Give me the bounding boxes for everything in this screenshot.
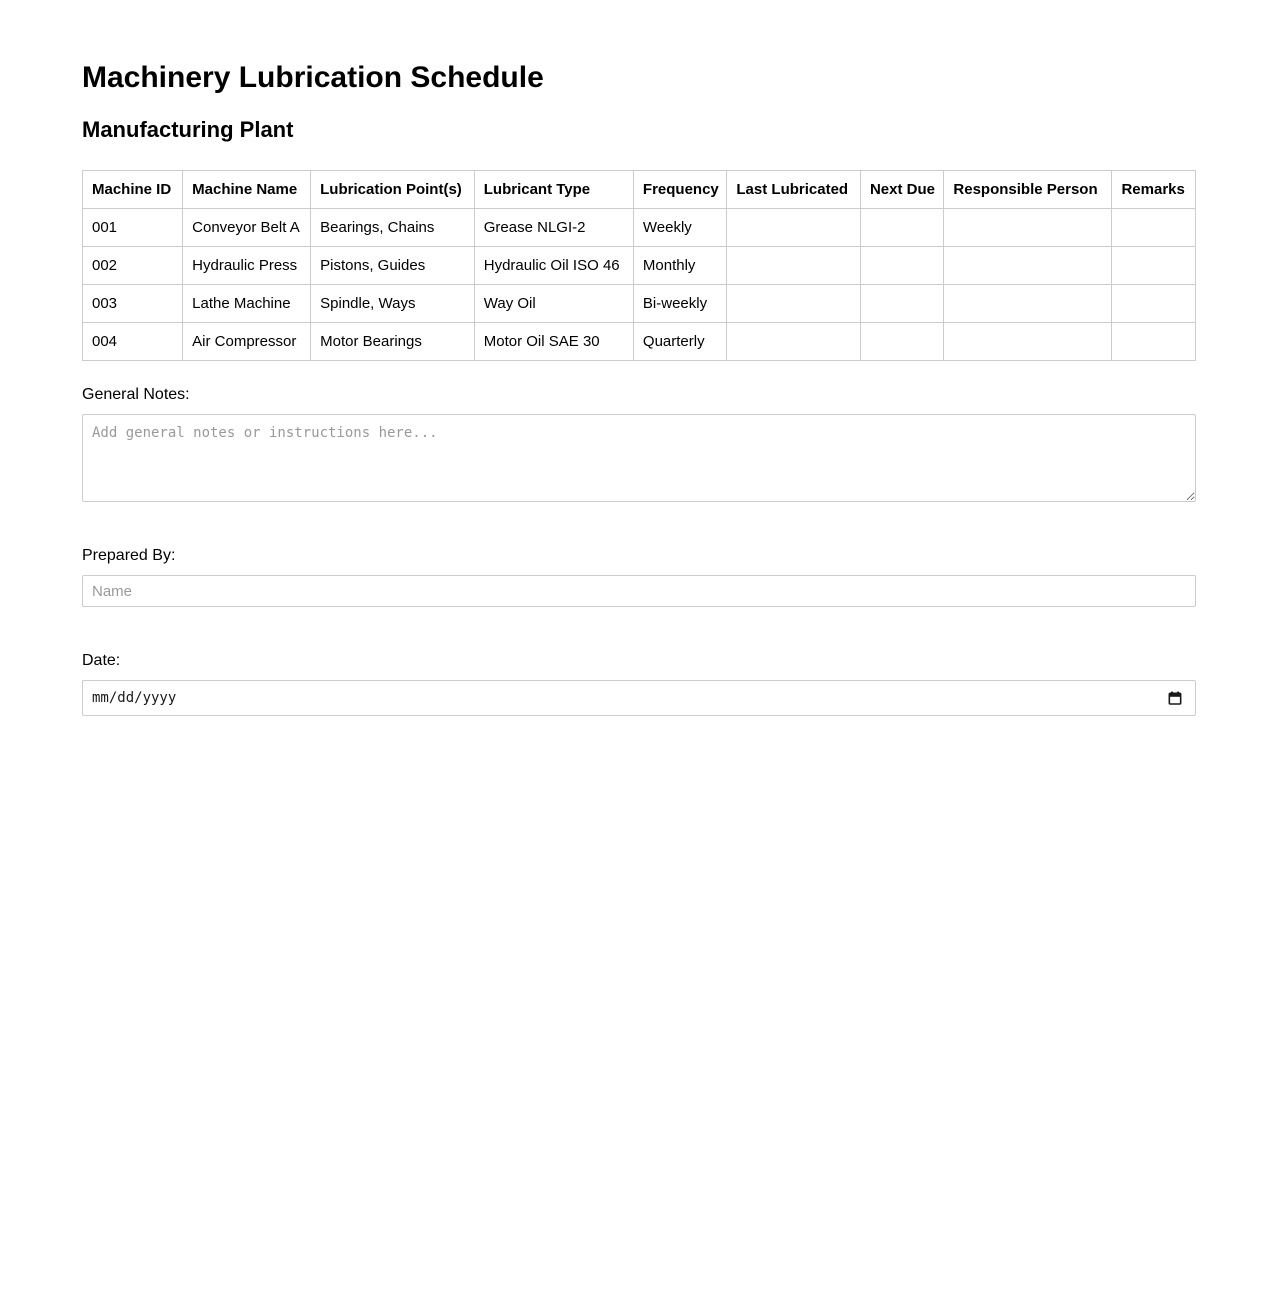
cell-frequency: Quarterly <box>633 323 726 361</box>
cell-last-lubricated <box>727 247 861 285</box>
cell-responsible-person <box>944 209 1112 247</box>
table-row <box>83 247 1196 285</box>
col-header-next-due: Next Due <box>860 171 943 209</box>
table-row <box>83 285 1196 323</box>
cell-machine-id: 004 <box>83 323 183 361</box>
col-header-machine-id: Machine ID <box>83 171 183 209</box>
cell-responsible-person <box>944 247 1112 285</box>
calendar-icon[interactable] <box>1166 690 1183 707</box>
prepared-by-input[interactable] <box>82 575 1196 607</box>
cell-frequency: Monthly <box>633 247 726 285</box>
cell-lubricant-type: Way Oil <box>474 285 633 323</box>
cell-last-lubricated <box>727 285 861 323</box>
cell-remarks <box>1112 247 1196 285</box>
col-header-frequency: Frequency <box>633 171 726 209</box>
date-value: mm/dd/yyyy <box>92 690 177 706</box>
cell-machine-name: Hydraulic Press <box>183 247 311 285</box>
prepared-by-field <box>82 547 1196 607</box>
table-row <box>83 323 1196 361</box>
cell-lubrication-points: Spindle, Ways <box>311 285 475 323</box>
cell-responsible-person <box>944 323 1112 361</box>
col-header-last-lubricated: Last Lubricated <box>727 171 861 209</box>
col-header-machine-name: Machine Name <box>183 171 311 209</box>
table-header-row <box>83 171 1196 209</box>
cell-lubricant-type: Motor Oil SAE 30 <box>474 323 633 361</box>
general-notes-textarea[interactable] <box>82 414 1196 502</box>
cell-next-due <box>860 247 943 285</box>
cell-lubrication-points: Motor Bearings <box>311 323 475 361</box>
cell-machine-name: Conveyor Belt A <box>183 209 311 247</box>
cell-frequency: Bi-weekly <box>633 285 726 323</box>
col-header-lubricant-type: Lubricant Type <box>474 171 633 209</box>
col-header-remarks: Remarks <box>1112 171 1196 209</box>
cell-next-due <box>860 285 943 323</box>
cell-next-due <box>860 209 943 247</box>
col-header-lubrication-points: Lubrication Point(s) <box>311 171 475 209</box>
general-notes-label: General Notes: <box>82 386 190 403</box>
page-subtitle: Manufacturing Plant <box>82 117 294 142</box>
date-field <box>82 652 1196 716</box>
cell-responsible-person <box>944 285 1112 323</box>
cell-machine-id: 001 <box>83 209 183 247</box>
cell-remarks <box>1112 209 1196 247</box>
cell-next-due <box>860 323 943 361</box>
cell-machine-id: 003 <box>83 285 183 323</box>
page-title: Machinery Lubrication Schedule <box>82 61 544 94</box>
table-row <box>83 209 1196 247</box>
lubrication-schedule-table <box>82 170 1196 361</box>
cell-machine-name: Lathe Machine <box>183 285 311 323</box>
cell-remarks <box>1112 285 1196 323</box>
col-header-responsible-person: Responsible Person <box>944 171 1112 209</box>
cell-last-lubricated <box>727 209 861 247</box>
prepared-by-label: Prepared By: <box>82 547 176 564</box>
cell-remarks <box>1112 323 1196 361</box>
cell-last-lubricated <box>727 323 861 361</box>
date-input[interactable] <box>82 680 1196 716</box>
general-notes-field <box>82 386 1196 502</box>
date-label: Date: <box>82 652 121 669</box>
cell-lubricant-type: Hydraulic Oil ISO 46 <box>474 247 633 285</box>
cell-lubricant-type: Grease NLGI-2 <box>474 209 633 247</box>
cell-lubrication-points: Bearings, Chains <box>311 209 475 247</box>
cell-machine-name: Air Compressor <box>183 323 311 361</box>
cell-lubrication-points: Pistons, Guides <box>311 247 475 285</box>
cell-frequency: Weekly <box>633 209 726 247</box>
cell-machine-id: 002 <box>83 247 183 285</box>
